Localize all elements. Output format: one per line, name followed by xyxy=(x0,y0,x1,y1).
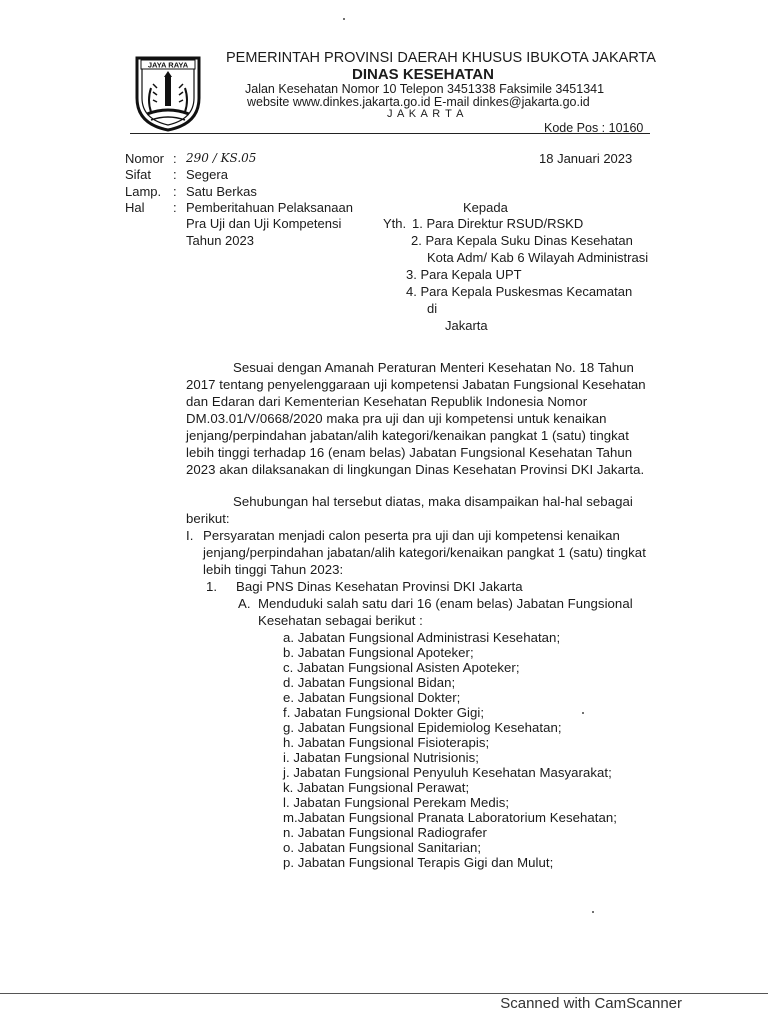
position-item: o. Jabatan Fungsional Sanitarian; xyxy=(283,840,482,855)
position-item: g. Jabatan Fungsional Epidemiolog Kesehatan; xyxy=(283,720,562,735)
point-a-line: Menduduki salah satu dari 16 (enam belas) Jabatan Fungsional xyxy=(258,596,633,611)
paragraph1-line: 2017 tentang penyelenggaraan uji kompetensi Jabatan Fungsional Kesehatan xyxy=(186,377,646,392)
lamp-label: Lamp. xyxy=(125,184,162,199)
nomor-label: Nomor xyxy=(125,151,165,166)
hal-label: Hal xyxy=(125,200,145,215)
scan-speck xyxy=(343,18,345,20)
sifat-colon: : xyxy=(173,167,177,182)
sifat-label: Sifat xyxy=(125,167,152,182)
position-item: c. Jabatan Fungsional Asisten Apoteker; xyxy=(283,660,520,675)
recipient-item: Kota Adm/ Kab 6 Wilayah Administrasi xyxy=(427,250,649,265)
position-item: a. Jabatan Fungsional Administrasi Kesehatan; xyxy=(283,630,561,645)
position-item: e. Jabatan Fungsional Dokter; xyxy=(283,690,461,705)
point-a-line: Kesehatan sebagai berikut : xyxy=(258,613,423,628)
section1-line: jenjang/perpindahan jabatan/alih kategori/kenaikan pangkat 1 (satu) tingkat xyxy=(203,545,646,560)
scan-speck xyxy=(592,911,594,913)
position-item: d. Jabatan Fungsional Bidan; xyxy=(283,675,456,690)
recipient-city: Jakarta xyxy=(445,318,488,333)
postal-code: Kode Pos : 10160 xyxy=(544,121,644,135)
point-a-marker: A. xyxy=(238,596,251,611)
position-item: k. Jabatan Fungsional Perawat; xyxy=(283,780,470,795)
section1-line: Persyaratan menjadi calon peserta pra uji dan uji kompetensi kenaikan xyxy=(203,528,620,543)
subsection1-marker: 1. xyxy=(206,579,218,594)
position-item: i. Jabatan Fungsional Nutrisionis; xyxy=(283,750,479,765)
letterhead-city: J A K A R T A xyxy=(387,108,465,120)
paragraph1-line: 2023 akan dilaksanakan di lingkungan Dinas Kesehatan Provinsi DKI Jakarta. xyxy=(186,462,645,477)
position-item: m.Jabatan Fungsional Pranata Laboratorium Kesehatan; xyxy=(283,810,617,825)
paragraph1-line: DM.03.01/V/0668/2020 maka pra uji dan uji kompetensi untuk kenaikan xyxy=(186,411,607,426)
lamp-value: Satu Berkas xyxy=(186,184,257,199)
yth-label: Yth. xyxy=(383,216,407,231)
hal-line: Pemberitahuan Pelaksanaan xyxy=(186,200,353,215)
position-item: l. Jabatan Fungsional Perekam Medis; xyxy=(283,795,510,810)
recipient-item: 3. Para Kepala UPT xyxy=(406,267,522,282)
section1-marker: I. xyxy=(186,528,194,543)
position-item: n. Jabatan Fungsional Radiografer xyxy=(283,825,487,840)
scanner-watermark: Scanned with CamScanner xyxy=(500,995,682,1012)
nomor-colon: : xyxy=(173,151,177,166)
section1-line: lebih tinggi Tahun 2023: xyxy=(203,562,344,577)
position-item: j. Jabatan Fungsional Penyuluh Kesehatan Masyarakat; xyxy=(283,765,612,780)
position-item: b. Jabatan Fungsional Apoteker; xyxy=(283,645,474,660)
letterhead-agency: DINAS KESEHATAN xyxy=(352,66,494,83)
paragraph1-line: jenjang/perpindahan jabatan/alih kategori/kenaikan pangkat 1 (satu) tingkat xyxy=(186,428,629,443)
letterhead-contact: website www.dinkes.jakarta.go.id E-mail dinkes@jakarta.go.id xyxy=(247,95,590,109)
letter-date: 18 Januari 2023 xyxy=(539,151,633,166)
kepada-heading: Kepada xyxy=(463,200,508,215)
letterhead-address: Jalan Kesehatan Nomor 10 Telepon 3451338 Faksimile 3451341 xyxy=(245,82,605,96)
recipient-item: 1. Para Direktur RSUD/RSKD xyxy=(412,216,584,231)
paragraph2-line: berikut: xyxy=(186,511,230,526)
logo-text: JAYA RAYA xyxy=(147,60,189,70)
jakarta-emblem-logo xyxy=(133,54,203,132)
paragraph1-line: dan Edaran dari Kementerian Kesehatan Republik Indonesia Nomor xyxy=(186,394,588,409)
hal-line: Tahun 2023 xyxy=(186,233,254,248)
scan-page-edge xyxy=(0,993,768,994)
position-item: f. Jabatan Fungsional Dokter Gigi; xyxy=(283,705,485,720)
lamp-colon: : xyxy=(173,184,177,199)
position-item: h. Jabatan Fungsional Fisioterapis; xyxy=(283,735,490,750)
subsection1-title: Bagi PNS Dinas Kesehatan Provinsi DKI Jakarta xyxy=(236,579,523,594)
hal-colon: : xyxy=(173,200,177,215)
recipient-di: di xyxy=(427,301,438,316)
paragraph1-line: lebih tinggi terhadap 16 (enam belas) Jabatan Fungsional Kesehatan Tahun xyxy=(186,445,633,460)
scan-speck xyxy=(582,712,584,714)
letterhead-government: PEMERINTAH PROVINSI DAERAH KHUSUS IBUKOTA JAKARTA xyxy=(226,50,656,66)
nomor-value: 290 / KS.05 xyxy=(186,151,257,165)
recipient-item: 4. Para Kepala Puskesmas Kecamatan xyxy=(406,284,633,299)
recipient-item: 2. Para Kepala Suku Dinas Kesehatan xyxy=(411,233,633,248)
paragraph1-line: Sesuai dengan Amanah Peraturan Menteri Kesehatan No. 18 Tahun xyxy=(233,360,634,375)
sifat-value: Segera xyxy=(186,167,228,182)
paragraph2-line: Sehubungan hal tersebut diatas, maka disampaikan hal-hal sebagai xyxy=(233,494,633,509)
position-item: p. Jabatan Fungsional Terapis Gigi dan Mulut; xyxy=(283,855,554,870)
hal-line: Pra Uji dan Uji Kompetensi xyxy=(186,216,342,231)
